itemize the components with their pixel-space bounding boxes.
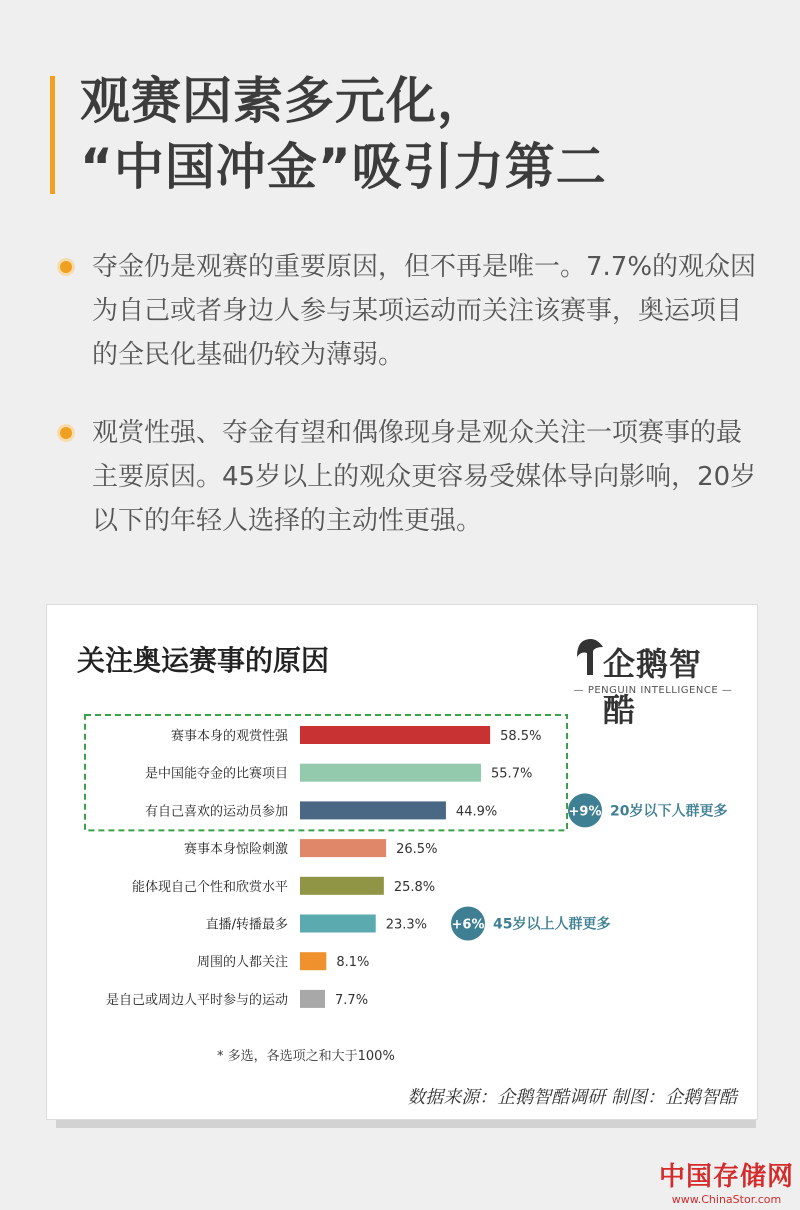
- value-label: 58.5%: [500, 729, 542, 744]
- penguin-icon: [573, 637, 607, 677]
- bar: [300, 915, 376, 933]
- bullet-text: 夺金仍是观赛的重要原因，但不再是唯一。7.7%的观众因为自己或者身边人参与某项运动而关注该赛事，奥运项目的全民化基础仍较为薄弱。: [92, 252, 757, 370]
- chart-footnote: * 多选，各选项之和大于100%: [217, 1049, 395, 1064]
- category-label: 周围的人都关注: [196, 955, 288, 971]
- bullet-list: [60, 245, 760, 577]
- page-title-line2: “中国冲金”吸引力第二: [80, 138, 607, 196]
- bar: [300, 952, 326, 970]
- bullet-text: 观赏性强、夺金有望和偶像现身是观众关注一项赛事的最主要原因。45岁以上的观众更容易受媒体导向影响，20岁以下的年轻人选择的主动性更强。: [92, 418, 757, 536]
- category-label: 是中国能夺金的比赛项目: [144, 766, 288, 782]
- value-label: 25.8%: [393, 879, 436, 895]
- bar: [300, 764, 481, 782]
- bar: [300, 990, 325, 1008]
- watermark-name: 中国存储网: [658, 1162, 794, 1192]
- bullet-dot-icon: [60, 261, 72, 273]
- value-label: 26.5%: [396, 842, 438, 858]
- category-label: 有自己喜欢的运动员参加: [144, 804, 288, 820]
- bullet-item: [60, 245, 760, 377]
- callout-text: 20岁以下人群更多: [610, 803, 728, 820]
- callout-badge-text: +6%: [451, 917, 485, 933]
- value-label: 55.7%: [491, 766, 533, 782]
- value-label: 7.7%: [335, 992, 369, 1008]
- brand-logo: [573, 633, 733, 729]
- value-label: 23.3%: [385, 917, 428, 933]
- category-label: 能体现自己个性和欣赏水平: [131, 879, 288, 895]
- title-accent-bar: [50, 76, 55, 194]
- value-label: 8.1%: [336, 955, 370, 971]
- bar: [300, 801, 446, 819]
- bar: [300, 726, 490, 744]
- site-watermark: [659, 1156, 794, 1206]
- value-label: 44.9%: [455, 804, 498, 820]
- watermark-url: www.ChinaStor.com: [671, 1193, 782, 1206]
- chart-card: [46, 604, 758, 1120]
- chart-source: 数据来源：企鹅智酷调研 制图：企鹅智酷: [407, 1087, 737, 1108]
- category-label: 是自己或周边人平时参与的运动: [105, 992, 288, 1008]
- page-title-line1: 观赛因素多元化，: [80, 72, 488, 130]
- logo-subtitle: — PENGUIN INTELLIGENCE —: [573, 685, 733, 696]
- category-label: 赛事本身的观赏性强: [170, 729, 288, 744]
- bullet-dot-icon: [60, 427, 72, 439]
- callout-badge-text: +9%: [568, 804, 602, 820]
- bar: [300, 839, 386, 857]
- category-label: 赛事本身惊险刺激: [183, 842, 288, 858]
- page-title: [80, 68, 607, 200]
- chart-title: 关注奥运赛事的原因: [77, 644, 330, 677]
- callout-text: 45岁以上人群更多: [493, 916, 611, 933]
- category-label: 直播/转播最多: [205, 917, 288, 933]
- bar: [300, 877, 384, 895]
- logo-name: 企鹅智酷: [603, 645, 703, 729]
- bullet-item: [60, 411, 760, 543]
